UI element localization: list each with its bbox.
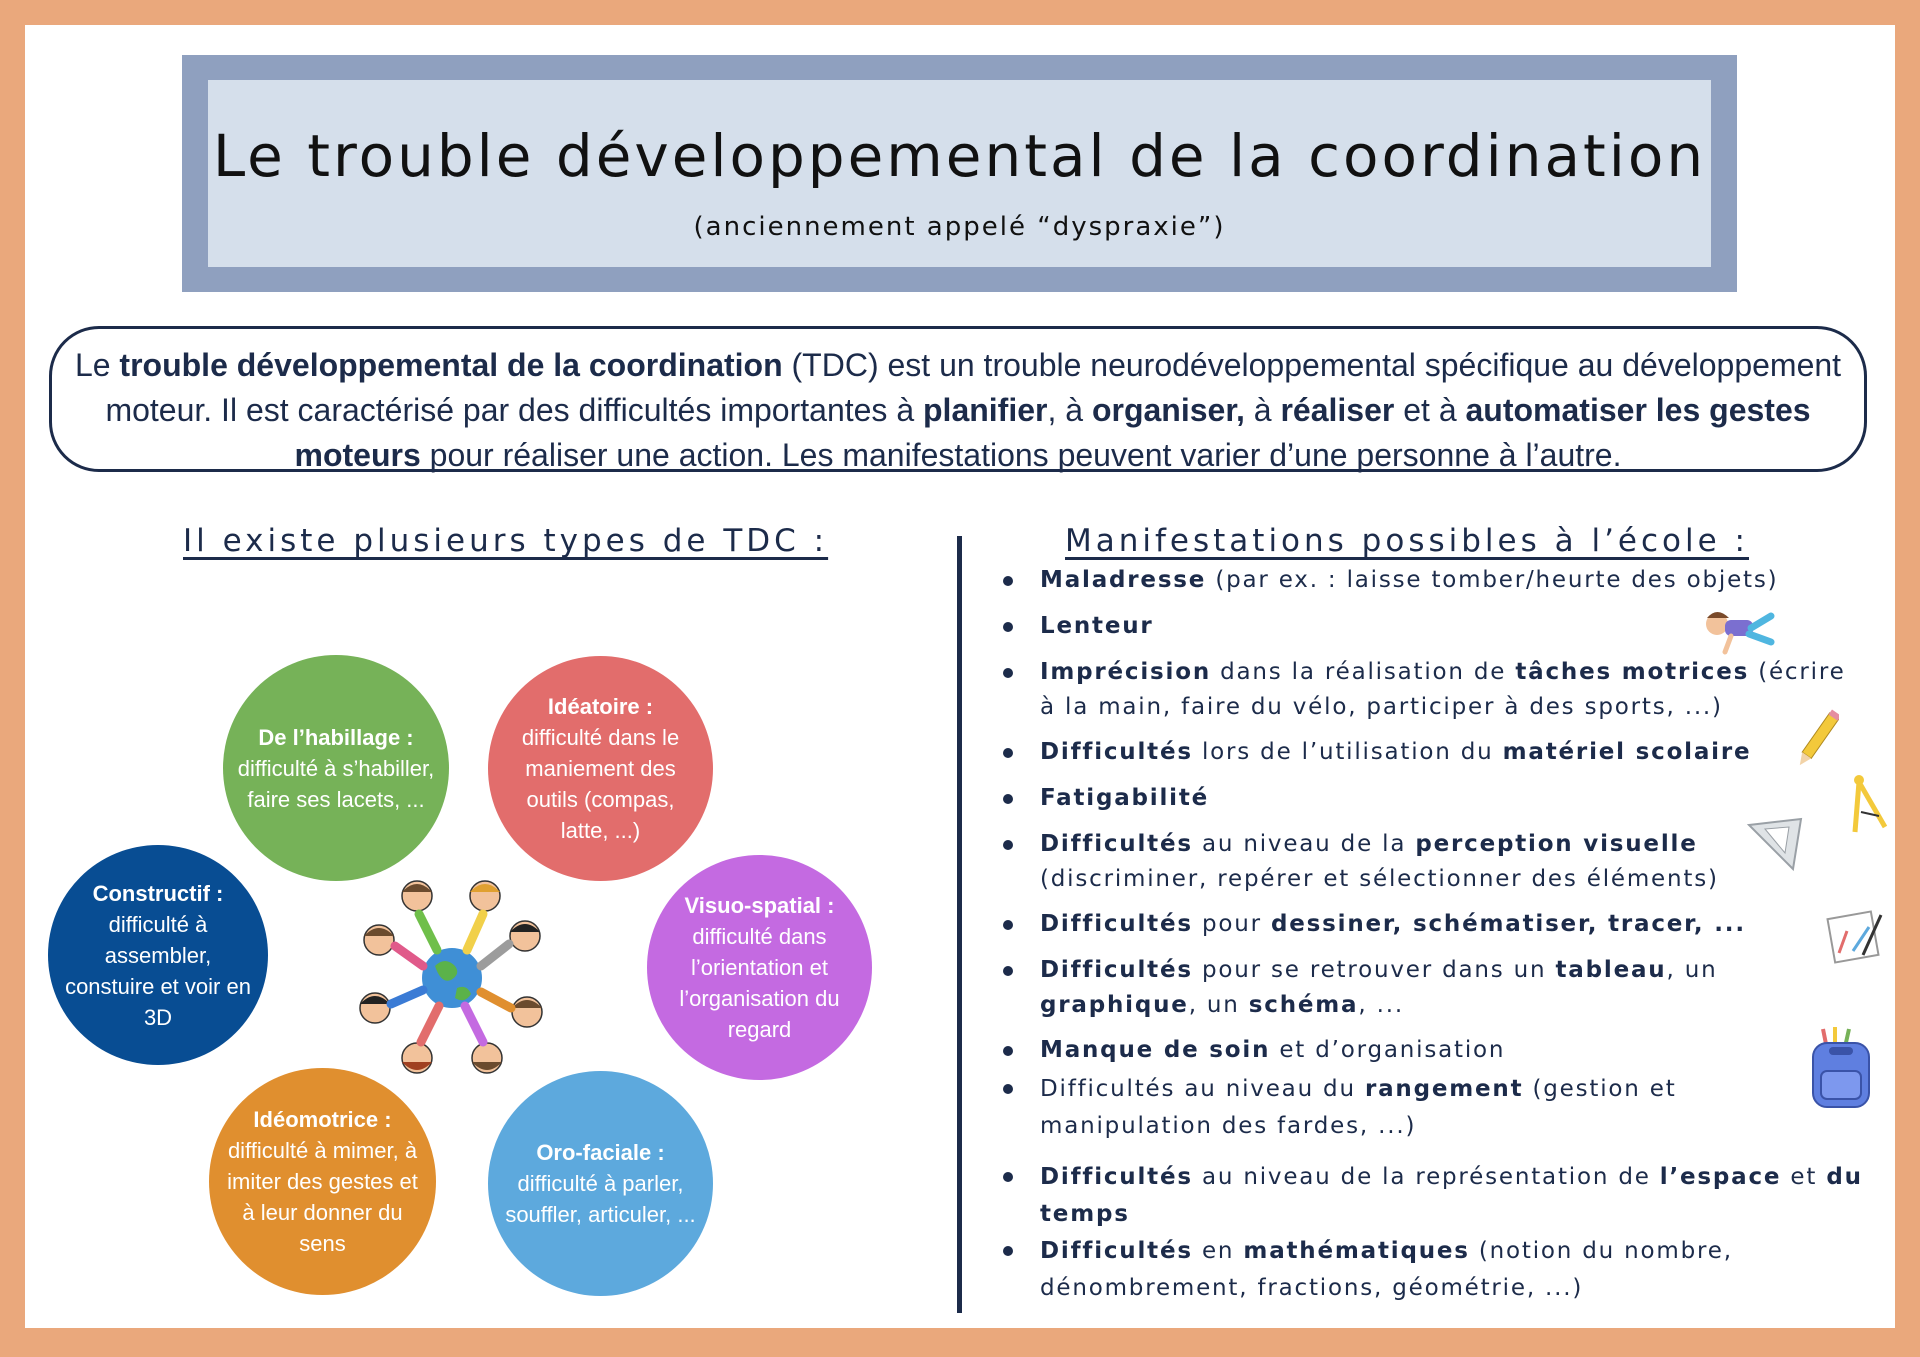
item-text: lors de l’utilisation du <box>1192 739 1503 765</box>
page-subtitle: (anciennement appelé “dyspraxie”) <box>693 212 1226 242</box>
item-bold: du temps <box>1040 1164 1863 1227</box>
list-item <box>985 827 1815 897</box>
type-habillage-text: difficulté à s’habiller, faire ses lacets, ... <box>237 755 435 812</box>
column-divider <box>957 536 962 1313</box>
compass-icon <box>1845 772 1895 842</box>
type-oro-circle <box>488 1071 713 1296</box>
falling-child-icon <box>1701 602 1781 662</box>
list-item <box>985 1233 1805 1307</box>
def-text-1: Le <box>74 347 120 383</box>
item-text: Difficultés au niveau du <box>1040 1076 1365 1102</box>
list-item <box>985 907 1865 942</box>
type-ideomotrice-circle <box>209 1068 436 1295</box>
def-bold-2: planifier <box>923 392 1048 428</box>
item-bold: tableau <box>1555 957 1667 983</box>
item-text: (par ex. : laisse tomber/heurte des objets) <box>1206 567 1779 593</box>
title-banner <box>182 55 1737 292</box>
item-bold: schéma <box>1248 992 1359 1018</box>
item-bold: l’espace <box>1659 1164 1782 1190</box>
item-bold: tâches motrices <box>1515 659 1750 685</box>
manifestations-heading: Manifestations possibles à l’école : <box>1065 523 1749 559</box>
type-oro-title: Oro-faciale : <box>536 1140 665 1165</box>
type-oro-text: difficulté à parler, souffler, articuler, ... <box>505 1171 696 1227</box>
item-text: (notion du nombre, dénombrement, fractions, géométrie, ...) <box>1040 1238 1733 1301</box>
backpack-icon <box>1805 1025 1877 1111</box>
item-bold: Lenteur <box>1040 613 1154 639</box>
type-ideatoire-text: difficulté dans le maniement des outils (compas, latte, ...) <box>521 725 680 843</box>
item-bold: graphique <box>1040 992 1189 1018</box>
item-bold: Difficultés <box>1040 1238 1193 1264</box>
type-ideatoire-circle <box>488 656 713 881</box>
definition-box <box>49 326 1867 472</box>
poster-sheet <box>25 25 1895 1328</box>
item-text: pour se retrouver dans un <box>1192 957 1556 983</box>
list-item <box>985 1159 1865 1233</box>
type-visuo-title: Visuo-spatial : <box>684 893 835 918</box>
pencil-icon <box>1797 705 1839 775</box>
item-text: au niveau de la représentation de <box>1192 1164 1660 1190</box>
list-item <box>985 781 1865 816</box>
title-banner-inner <box>208 80 1711 267</box>
def-bold-4: réaliser <box>1280 392 1395 428</box>
item-bold: matériel scolaire <box>1502 739 1752 765</box>
item-bold: Difficultés <box>1040 1164 1193 1190</box>
types-heading: Il existe plusieurs types de TDC : <box>183 523 829 559</box>
item-bold: perception visuelle <box>1415 831 1698 857</box>
type-constructif-circle <box>48 845 268 1065</box>
item-text: (discriminer, repérer et sélectionner des éléments) <box>1040 866 1719 892</box>
set-square-icon <box>1745 815 1805 873</box>
def-text-2: (TDC) est un trouble neurodéveloppemental spécifique au développement moteur. Il est caractérisé par des difficultés importantes à <box>105 347 1842 428</box>
item-text: pour <box>1192 911 1271 937</box>
item-bold: dessiner, schématiser, tracer, ... <box>1271 911 1746 937</box>
item-text: , ... <box>1358 992 1404 1018</box>
list-item <box>985 953 1815 1023</box>
item-bold: rangement <box>1364 1076 1524 1102</box>
item-text: et <box>1781 1164 1827 1190</box>
def-text-3: , à <box>1047 392 1092 428</box>
item-bold: Difficultés <box>1040 911 1193 937</box>
item-bold: Imprécision <box>1040 659 1211 685</box>
item-text: au niveau de la <box>1192 831 1416 857</box>
list-item <box>985 1033 1865 1068</box>
item-text: et d’organisation <box>1270 1037 1506 1063</box>
page-title: Le trouble développemental de la coordination <box>212 122 1707 190</box>
list-item <box>985 563 1865 598</box>
def-bold-1: trouble développemental de la coordination <box>119 347 783 383</box>
type-ideomotrice-title: Idéomotrice : <box>253 1107 392 1132</box>
item-bold: Difficultés <box>1040 831 1193 857</box>
def-text-5: et à <box>1394 392 1466 428</box>
item-bold: Fatigabilité <box>1040 785 1210 811</box>
item-bold: mathématiques <box>1243 1238 1470 1264</box>
list-item <box>985 735 1865 770</box>
list-item <box>985 655 1855 725</box>
children-around-globe-icon <box>357 870 547 1080</box>
item-bold: Difficultés <box>1040 739 1193 765</box>
type-visuo-circle <box>647 855 872 1080</box>
item-text: (écrire à la main, faire du vélo, participer à des sports, ...) <box>1040 659 1846 720</box>
item-text: (gestion et manipulation des fardes, ...) <box>1040 1076 1677 1139</box>
list-item <box>985 1071 1755 1145</box>
item-text: , un <box>1188 992 1249 1018</box>
notebook-icon <box>1823 907 1887 967</box>
item-text: en <box>1192 1238 1244 1264</box>
item-text: dans la réalisation de <box>1211 659 1516 685</box>
def-bold-5: automatiser les gestes moteurs <box>294 392 1811 473</box>
type-habillage-title: De l’habillage : <box>258 724 414 750</box>
item-bold: Maladresse <box>1040 567 1207 593</box>
type-constructif-title: Constructif : <box>92 880 224 906</box>
type-ideomotrice-text: difficulté à mimer, à imiter des gestes et à leur donner du sens <box>227 1138 418 1256</box>
def-bold-3: organiser, <box>1091 392 1245 428</box>
type-habillage-circle <box>223 655 449 881</box>
def-text-6: pour réaliser une action. Les manifestations peuvent varier d’une personne à l’autre. <box>420 437 1622 473</box>
type-visuo-text: difficulté dans l’orientation et l’organisation du regard <box>679 924 840 1042</box>
type-ideatoire-title: Idéatoire : <box>547 694 654 719</box>
type-constructif-text: difficulté à assembler, constuire et voir en 3D <box>65 911 251 1030</box>
item-text: , un <box>1666 957 1718 983</box>
item-bold: Difficultés <box>1040 957 1193 983</box>
def-text-4: à <box>1244 392 1281 428</box>
item-bold: Manque de soin <box>1040 1037 1271 1063</box>
